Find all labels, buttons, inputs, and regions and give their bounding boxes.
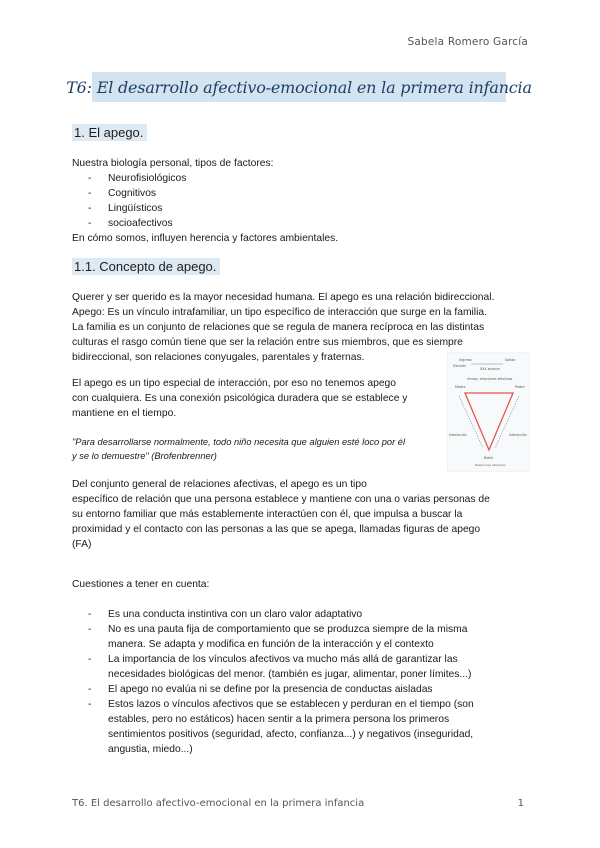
figure-subtitle: ritmos, relaciones afectivas <box>467 377 513 381</box>
figure-label-left: Madre <box>455 385 466 389</box>
section-heading-concepto: 1.1. Concepto de apego. <box>72 258 220 275</box>
attachment-triangle-diagram <box>447 352 530 472</box>
paragraph-2: El apego es un tipo especial de interacción, por eso no tenemos apego con cualquiera. Es una conexión psicológica duradera que se establece y mantiene en el tiempo. <box>72 378 408 419</box>
list-item: - No es una pauta fija de comportamiento que se produzca siempre de la misma manera. Se adapta y modifica en función de la interacción y el contexto <box>88 624 468 650</box>
list-item: - El apego no evalúa ni se define por la presencia de conductas aisladas <box>88 684 433 695</box>
page-number: 1 <box>517 798 524 809</box>
list-item: - Es una conducta instintiva con un claro valor adaptativo <box>88 609 363 620</box>
section1-outro: En cómo somos, influyen herencia y factores ambientales. <box>72 233 339 244</box>
figure-label-top-center: XXX alcance <box>480 367 500 371</box>
title-banner <box>66 72 532 102</box>
footer-title: T6. El desarrollo afectivo-emocional en la primera infancia <box>72 798 365 809</box>
figure-label-mid-right: Interacción <box>509 433 527 437</box>
figure-label-top-left2: Elección <box>453 364 467 368</box>
brofenbrenner-quote: "Para desarrollarse normalmente, todo niño necesita que alguien esté loco por él y se lo demuestre" (Brofenbrenner) <box>72 437 406 461</box>
factors-list <box>72 171 186 231</box>
figure-label-bottom: Bebé <box>484 456 493 460</box>
list-item: - Estos lazos o vínculos afectivos que se establecen y perduran en el tiempo (son estables, pero no estáticos) hacen sentir a la primera persona los primeros sentimientos positivos (seguridad, afecto, confianza...) y negativos (inseguridad, angustia, miedo...) <box>88 699 474 755</box>
considerations-list <box>72 607 474 757</box>
figure-label-bottom-sub: Relaciones afectivas <box>475 463 506 467</box>
figure-label-mid-left: Interacción <box>449 433 467 437</box>
considerations-title: Cuestiones a tener en cuenta: <box>72 579 210 590</box>
document-title: T6: El desarrollo afectivo-emocional en la primera infancia <box>66 77 532 97</box>
list-item: - Cognitivos <box>88 188 157 199</box>
figure-label-top-right: Salida <box>505 358 516 362</box>
paragraph-1: Querer y ser querido es la mayor necesidad humana. El apego es una relación bidireccional. Apego: Es un vínculo intrafamiliar, un tipo específico de interacción que surge en la familia. La familia es un conjunto de relaciones que se regula de manera recíproca en las distintas culturas el rasgo común tiene que ser la relación entre sus miembros, que es siempre bidireccional, son relaciones conyugales, parentales y fraternas. <box>72 292 495 363</box>
section-heading-apego: 1. El apego. <box>72 124 147 141</box>
section1-intro: Nuestra biología personal, tipos de factores: <box>72 158 274 169</box>
paragraph-3: Del conjunto general de relaciones afectivas, el apego es un tipo específico de relación que una persona establece y mantiene con una o varias personas de su entorno familiar que más establemente interactúen con él, que impulsa a buscar la proximidad y el contacto con las personas a las que se apega, llamadas figuras de apego (FA) <box>72 479 490 550</box>
list-item: - socioafectivos <box>88 218 173 229</box>
header-author: Sabela Romero García <box>407 36 528 48</box>
list-item: - Lingüísticos <box>88 203 163 214</box>
figure-label-top-left: Ingreso <box>459 358 472 362</box>
figure-label-right: Padre <box>515 385 525 389</box>
list-item: - Neurofisiológicos <box>88 173 187 184</box>
list-item: - La importancia de los vínculos afectivos va mucho más allá de garantizar las necesidades biológicas del menor. (también es jugar, alimentar, poner límites...) <box>88 654 472 680</box>
